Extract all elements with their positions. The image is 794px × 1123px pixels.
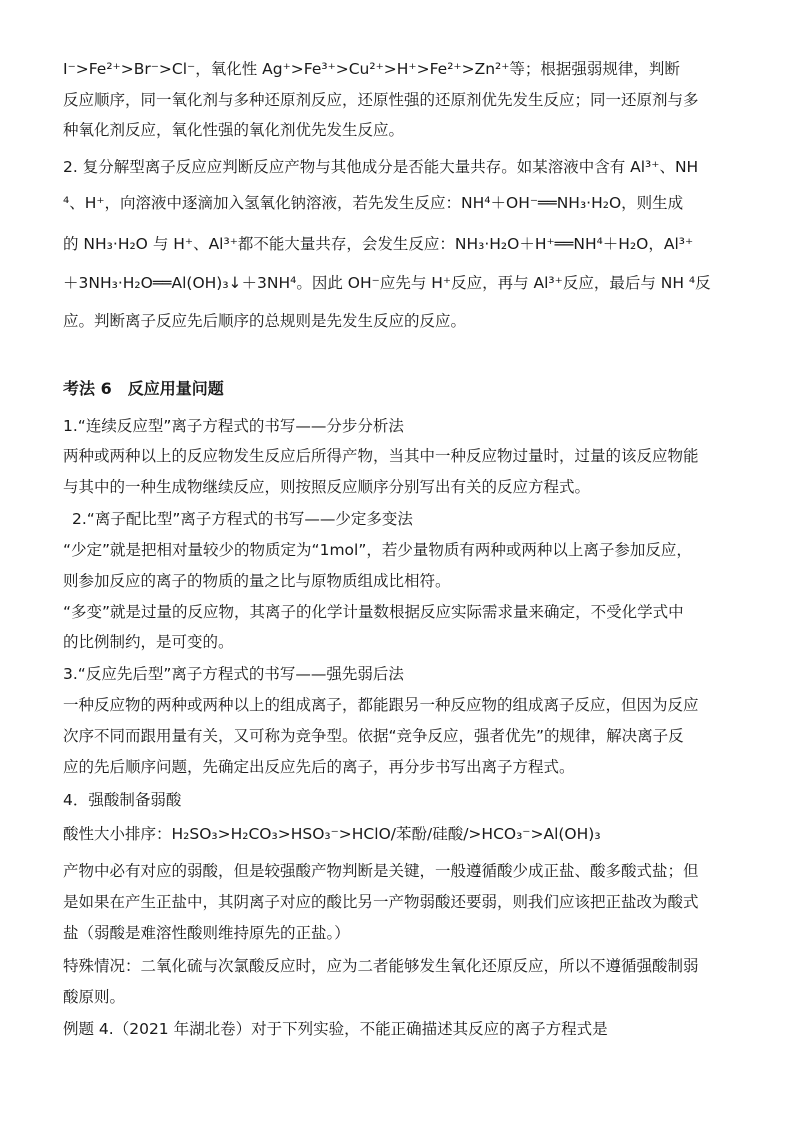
text-line: ＋3NH₃·H₂O══Al(OH)₃↓＋3NH⁴。因此 OH⁻应先与 H⁺反应，再与 Al³⁺反应，最后与 NH ⁴反 [63, 274, 711, 292]
text-line: 是如果在产生正盐中，其阴离子对应的酸比另一产物弱酸还要弱，则我们应该把正盐改为酸式 [63, 893, 699, 911]
text-line: 酸性大小排序：H₂SO₃>H₂CO₃>HSO₃⁻>HClO/苯酚/硅酸/>HCO₃⁻>Al(OH)₃ [63, 825, 601, 843]
text-line: 次序不同而跟用量有关，又可称为竞争型。依据“竞争反应，强者优先”的规律，解决离子反 [63, 727, 684, 745]
text-line: 一种反应物的两种或两种以上的组成离子，都能跟另一种反应物的组成离子反应，但因为反应 [63, 696, 699, 714]
text-line: 产物中必有对应的弱酸，但是较强酸产物判断是关键，一般遵循酸少成正盐、酸多酸式盐；但 [63, 862, 699, 880]
text-line: 的 NH₃·H₂O 与 H⁺、Al³⁺都不能大量共存，会发生反应：NH₃·H₂O＋H⁺══NH⁴＋H₂O，Al³⁺ [63, 235, 694, 253]
text-line: 2. 复分解型离子反应应判断反应产物与其他成分是否能大量共存。如某溶液中含有 Al³⁺、NH [63, 158, 699, 176]
text-line: I⁻>Fe²⁺>Br⁻>Cl⁻，氧化性 Ag⁺>Fe³⁺>Cu²⁺>H⁺>Fe²⁺>Zn²⁺等；根据强弱规律，判断 [63, 60, 680, 78]
text-line: 两种或两种以上的反应物发生反应后所得产物，当其中一种反应物过量时，过量的该反应物能 [63, 447, 699, 465]
text-line: 应的先后顺序问题，先确定出反应先后的离子，再分步书写出离子方程式。 [63, 758, 575, 776]
subsection-title: 4．强酸制备弱酸 [63, 791, 182, 809]
section-heading: 考法 6 反应用量问题 [63, 379, 224, 398]
text-line: “多变”就是过量的反应物，其离子的化学计量数根据反应实际需求量来确定，不受化学式中 [63, 603, 684, 621]
subsection-title: 1.“连续反应型”离子方程式的书写——分步分析法 [63, 417, 404, 435]
text-line: 应。判断离子反应先后顺序的总规则是先发生反应的反应。 [63, 312, 467, 330]
text-line: 反应顺序，同一氧化剂与多种还原剂反应，还原性强的还原剂优先发生反应；同一还原剂与多 [63, 91, 699, 109]
text-line: 酸原则。 [63, 988, 126, 1006]
subsection-title: 2.“离子配比型”离子方程式的书写——少定多变法 [72, 510, 413, 528]
text-line: 盐（弱酸是难溶性酸则维持原先的正盐。） [63, 924, 350, 942]
text-line: ⁴、H⁺，向溶液中逐滴加入氢氧化钠溶液，若先发生反应：NH⁴＋OH⁻══NH₃·H₂O，则生成 [63, 194, 684, 212]
text-line: 的比例制约，是可变的。 [63, 633, 234, 651]
text-line: 特殊情况：二氧化硫与次氯酸反应时，应为二者能够发生氧化还原反应，所以不遵循强酸制弱 [63, 957, 699, 975]
subsection-title: 3.“反应先后型”离子方程式的书写——强先弱后法 [63, 665, 404, 683]
text-line: “少定”就是把相对量较少的物质定为“1mol”，若少量物质有两种或两种以上离子参加反应， [63, 541, 692, 559]
text-line: 种氧化剂反应，氧化性强的氧化剂优先发生反应。 [63, 121, 405, 139]
text-line: 则参加反应的离子的物质的量之比与原物质组成比相符。 [63, 572, 451, 590]
text-line: 与其中的一种生成物继续反应，则按照反应顺序分别写出有关的反应方程式。 [63, 478, 591, 496]
example-question: 例题 4.（2021 年湖北卷）对于下列实验，不能正确描述其反应的离子方程式是 [63, 1020, 608, 1038]
